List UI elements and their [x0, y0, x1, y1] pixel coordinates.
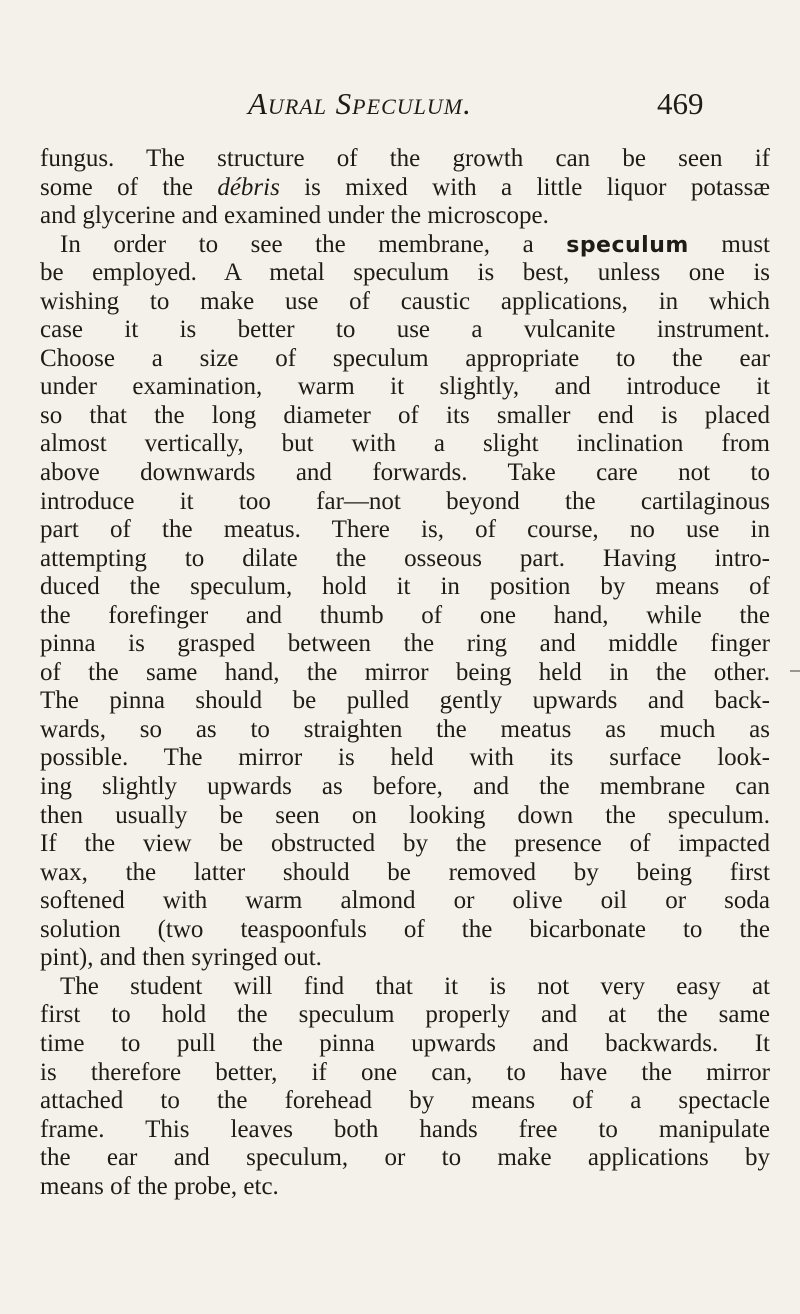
text-run: must — [688, 230, 770, 258]
text-line: the ear and speculum, or to make applications by — [40, 1144, 770, 1172]
text-line: frame. This leaves both hands free to manipulate — [40, 1115, 770, 1143]
text-run: is mixed with a little liquor potassæ — [279, 173, 771, 201]
text-line: softened with warm almond or olive oil or soda — [40, 887, 770, 915]
text-line: The pinna should be pulled gently upwards and back- — [40, 687, 770, 715]
text-line — [40, 174, 770, 203]
text-line: introduce it too far—not beyond the cartilaginous — [40, 487, 770, 515]
bold-term: speculum — [566, 232, 689, 258]
italic-term: débris — [217, 173, 280, 201]
running-head — [0, 72, 800, 122]
text-line: wards, so as to straighten the meatus as much as — [40, 715, 770, 743]
text-line: case it is better to use a vulcanite instrument. — [40, 316, 770, 344]
running-title: Aural Speculum. — [248, 86, 472, 121]
text-line: possible. The mirror is held with its surface look- — [40, 744, 770, 772]
text-line: attached to the forehead by means of a spectacle — [40, 1087, 770, 1115]
text-line: wax, the latter should be removed by being first — [40, 858, 770, 886]
text-line: almost vertically, but with a slight inclination from — [40, 430, 770, 458]
text-line: first to hold the speculum properly and at the same — [40, 1001, 770, 1029]
text-line: the forefinger and thumb of one hand, while the — [40, 601, 770, 629]
text-line: under examination, warm it slightly, and introduce it — [40, 373, 770, 401]
text-line — [40, 231, 770, 260]
text-line: and glycerine and examined under the microscope. — [40, 202, 549, 230]
text-line: means of the probe, etc. — [40, 1172, 279, 1200]
text-line: If the view be obstructed by the presence of impacted — [40, 830, 770, 858]
text-line: solution (two teaspoonfuls of the bicarbonate to the — [40, 915, 770, 943]
text-run: some of the — [40, 173, 218, 201]
text-line: pint), and then syringed out. — [40, 944, 322, 972]
margin-mark — [790, 670, 800, 672]
text-line: then usually be seen on looking down the speculum. — [40, 801, 770, 829]
text-line: wishing to make use of caustic applications, in which — [40, 287, 770, 315]
text-line: duced the speculum, hold it in position by means of — [40, 573, 770, 601]
text-line: ing slightly upwards as before, and the membrane can — [40, 773, 770, 801]
page-number: 469 — [657, 86, 704, 121]
text-line: The student will find that it is not very easy at — [60, 972, 770, 1000]
text-run: In order to see the membrane, a — [60, 230, 567, 258]
text-line: time to pull the pinna upwards and backwards. It — [40, 1029, 770, 1057]
text-line: above downwards and forwards. Take care not to — [40, 459, 770, 487]
text-line: part of the meatus. There is, of course, no use in — [40, 516, 770, 544]
body-text — [40, 145, 770, 1201]
text-line: of the same hand, the mirror being held in the other. — [40, 658, 770, 686]
text-line: is therefore better, if one can, to have the mirror — [40, 1058, 770, 1086]
text-line: Choose a size of speculum appropriate to the ear — [40, 344, 770, 372]
text-line: fungus. The structure of the growth can be seen if — [40, 145, 770, 172]
text-line: attempting to dilate the osseous part. Having intro- — [40, 544, 770, 572]
text-line: be employed. A metal speculum is best, unless one is — [40, 259, 770, 287]
text-line: so that the long diameter of its smaller end is placed — [40, 401, 770, 429]
text-line: pinna is grasped between the ring and middle finger — [40, 630, 770, 658]
